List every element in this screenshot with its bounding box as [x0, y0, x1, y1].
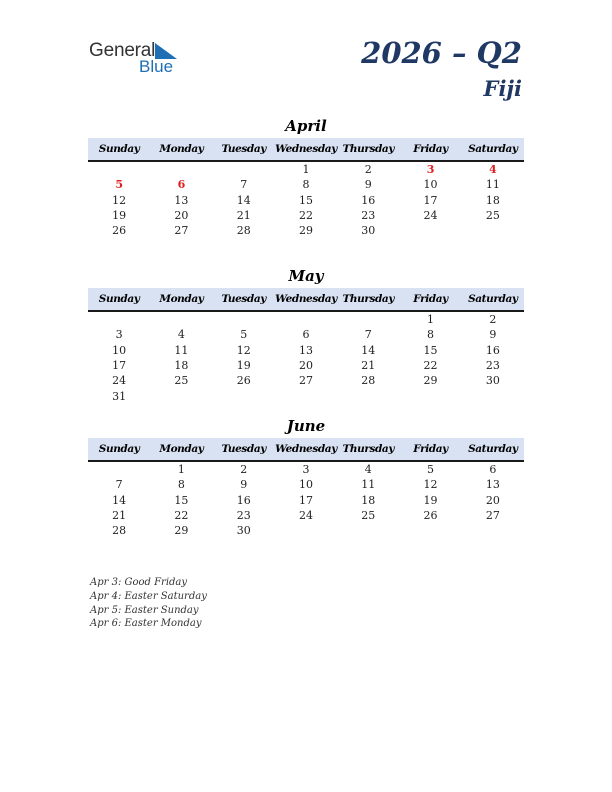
day-cell: 17: [423, 193, 438, 207]
day-cell: 2: [364, 163, 372, 177]
day-cell: 21: [361, 359, 376, 373]
day-cell: 3: [426, 163, 435, 177]
weekday-label: Tuesday: [221, 293, 266, 305]
day-cell: 18: [174, 359, 189, 373]
week-row: [88, 327, 524, 342]
day-cell: 4: [489, 163, 497, 177]
week-row: [88, 343, 524, 358]
day-cell: 27: [485, 509, 500, 523]
weekday-label: Tuesday: [221, 443, 266, 455]
day-cell: 8: [302, 178, 310, 192]
weekday-label: Wednesday: [275, 293, 337, 305]
week-row: [88, 358, 524, 373]
day-cell: 6: [177, 178, 186, 192]
day-cell: 12: [112, 193, 127, 207]
day-cell: 5: [427, 463, 435, 477]
weekday-label: Thursday: [342, 443, 395, 455]
weekday-header: [88, 438, 524, 462]
weekday-label: Friday: [413, 443, 448, 455]
page-title: 2026 – Q2: [361, 36, 522, 70]
day-cell: 7: [240, 178, 248, 192]
day-cell: 23: [485, 359, 500, 373]
day-cell: 24: [423, 209, 438, 223]
day-cell: 19: [112, 209, 127, 223]
day-cell: 1: [177, 463, 185, 477]
month-name: May: [288, 267, 324, 285]
day-cell: 16: [361, 193, 376, 207]
day-cell: 6: [489, 463, 497, 477]
day-cell: 12: [236, 343, 251, 357]
day-cell: 8: [427, 328, 435, 342]
weekday-label: Thursday: [342, 293, 395, 305]
day-cell: 30: [236, 524, 251, 538]
weekday-label: Friday: [413, 143, 448, 155]
day-cell: 16: [485, 343, 500, 357]
day-cell: 1: [427, 313, 435, 327]
day-cell: 22: [423, 359, 438, 373]
day-cell: 5: [115, 178, 123, 192]
logo-word-general: General: [89, 40, 156, 61]
day-cell: 13: [485, 478, 500, 492]
day-cell: 3: [115, 328, 123, 342]
day-cell: 10: [112, 343, 127, 357]
day-cell: 24: [298, 509, 313, 523]
day-cell: 6: [302, 328, 310, 342]
day-cell: 10: [298, 478, 313, 492]
week-row: [88, 493, 524, 508]
week-row: [88, 177, 524, 192]
day-cell: 26: [236, 374, 251, 388]
weekday-label: Saturday: [468, 443, 518, 455]
day-cell: 9: [489, 328, 497, 342]
holiday-item: Apr 5: Easter Sunday: [90, 604, 199, 616]
week-row: [88, 208, 524, 223]
weekday-label: Friday: [413, 293, 448, 305]
weekday-label: Sunday: [98, 443, 140, 455]
day-cell: 17: [112, 359, 127, 373]
month-name: April: [285, 117, 327, 135]
day-cell: 20: [298, 359, 313, 373]
day-cell: 15: [423, 343, 438, 357]
weekday-header: [88, 288, 524, 312]
weekday-label: Monday: [159, 443, 204, 455]
day-cell: 9: [240, 478, 248, 492]
weekday-label: Monday: [159, 293, 204, 305]
day-cell: 20: [174, 209, 189, 223]
day-cell: 27: [174, 224, 189, 238]
weekday-label: Wednesday: [275, 143, 337, 155]
day-cell: 28: [361, 374, 376, 388]
day-cell: 22: [174, 509, 189, 523]
weekday-label: Sunday: [98, 293, 140, 305]
day-cell: 29: [298, 224, 313, 238]
logo-word-blue: Blue: [139, 57, 174, 76]
week-row: [88, 223, 524, 238]
week-row: [88, 508, 524, 523]
day-cell: 25: [485, 209, 500, 223]
month-may: [88, 266, 524, 404]
day-cell: 14: [236, 193, 251, 207]
day-cell: 13: [298, 343, 313, 357]
country-name: Fiji: [483, 76, 522, 101]
day-cell: 4: [177, 328, 185, 342]
day-cell: 19: [423, 493, 438, 507]
day-cell: 18: [361, 493, 376, 507]
week-row: [88, 312, 524, 327]
day-cell: 14: [361, 343, 376, 357]
day-cell: 14: [112, 493, 127, 507]
day-cell: 21: [112, 509, 127, 523]
day-cell: 23: [361, 209, 376, 223]
day-cell: 30: [485, 374, 500, 388]
weekday-label: Sunday: [98, 143, 140, 155]
week-row: [88, 373, 524, 388]
weekday-label: Wednesday: [275, 443, 337, 455]
day-cell: 15: [174, 493, 189, 507]
day-cell: 29: [174, 524, 189, 538]
week-row: [88, 193, 524, 208]
day-cell: 30: [361, 224, 376, 238]
day-cell: 8: [177, 478, 185, 492]
day-cell: 25: [174, 374, 189, 388]
holiday-item: Apr 4: Easter Saturday: [90, 590, 207, 602]
day-cell: 10: [423, 178, 438, 192]
week-row: [88, 523, 524, 538]
weekday-label: Monday: [159, 143, 204, 155]
holiday-item: Apr 3: Good Friday: [90, 577, 188, 588]
day-cell: 20: [485, 493, 500, 507]
day-cell: 23: [236, 509, 251, 523]
day-cell: 22: [298, 209, 313, 223]
day-cell: 9: [364, 178, 372, 192]
day-cell: 11: [174, 343, 189, 357]
month-name: June: [286, 417, 326, 435]
day-cell: 7: [115, 478, 123, 492]
day-cell: 1: [302, 163, 310, 177]
logo: [89, 40, 189, 80]
weekday-header: [88, 138, 524, 162]
weekday-label: Saturday: [468, 143, 518, 155]
month-april: [88, 116, 524, 238]
day-cell: 19: [236, 359, 251, 373]
day-cell: 29: [423, 374, 438, 388]
day-cell: 31: [112, 389, 127, 403]
day-cell: 11: [485, 178, 500, 192]
day-cell: 21: [236, 209, 251, 223]
week-row: [88, 162, 524, 177]
weekday-label: Tuesday: [221, 143, 266, 155]
day-cell: 25: [361, 509, 376, 523]
day-cell: 15: [298, 193, 313, 207]
day-cell: 2: [240, 463, 248, 477]
day-cell: 27: [298, 374, 313, 388]
weekday-label: Thursday: [342, 143, 395, 155]
day-cell: 28: [112, 524, 127, 538]
week-row: [88, 462, 524, 477]
day-cell: 26: [112, 224, 127, 238]
day-cell: 24: [112, 374, 127, 388]
day-cell: 13: [174, 193, 189, 207]
day-cell: 12: [423, 478, 438, 492]
weekday-label: Saturday: [468, 293, 518, 305]
day-cell: 11: [361, 478, 376, 492]
week-row: [88, 388, 524, 403]
week-row: [88, 477, 524, 492]
month-june: [88, 416, 524, 538]
day-cell: 3: [302, 463, 310, 477]
day-cell: 17: [298, 493, 313, 507]
day-cell: 18: [485, 193, 500, 207]
day-cell: 5: [240, 328, 248, 342]
day-cell: 16: [236, 493, 251, 507]
day-cell: 2: [489, 313, 497, 327]
day-cell: 4: [364, 463, 372, 477]
day-cell: 28: [236, 224, 251, 238]
day-cell: 26: [423, 509, 438, 523]
holiday-list: [90, 576, 207, 631]
day-cell: 7: [364, 328, 372, 342]
holiday-item: Apr 6: Easter Monday: [90, 618, 202, 630]
